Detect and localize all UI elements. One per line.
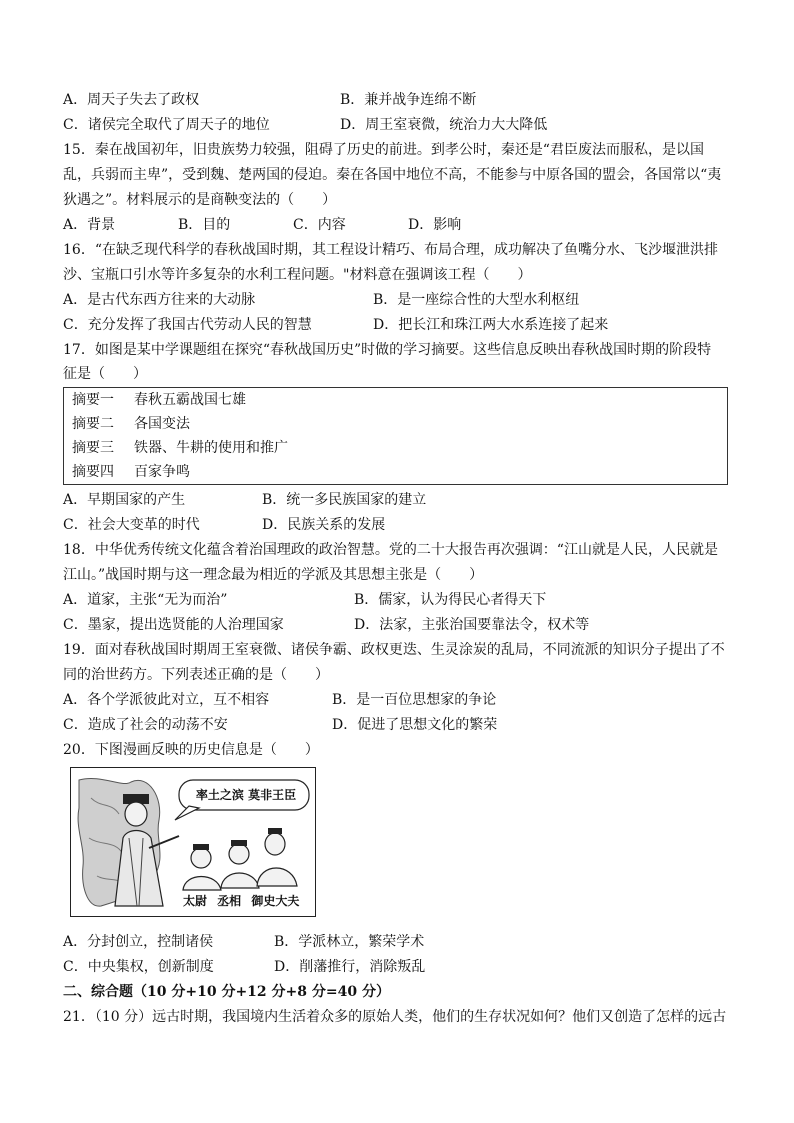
section-2-heading: 二、综合题（10 分+10 分+12 分+8 分=40 分） xyxy=(63,984,390,1000)
q16-stem-line-2: 沙、宝瓶口引水等许多复杂的水利工程问题。"材料意在强调该工程（ ） xyxy=(63,267,532,283)
q17-option-a: A．早期国家的产生 xyxy=(63,492,186,508)
q17-stem-line-1: 17．如图是某中学课题组在探究“春秋战国历史”时做的学习摘要。这些信息反映出春秋战国时期的阶段特 xyxy=(63,342,712,358)
cartoon-caption-title: 率土之滨 莫非王臣 xyxy=(195,788,297,802)
q15-stem-line-1: 15．秦在战国初年，旧贵族势力较强，阻碍了历史的前进。到孝公时，秦还是“君臣废法而服私，是以国 xyxy=(63,142,704,158)
q20-option-d: D．削藩推行，消除叛乱 xyxy=(274,959,426,975)
q16-option-c: C．充分发挥了我国古代劳动人民的智慧 xyxy=(63,317,312,333)
summary-key: 摘要四 xyxy=(72,464,114,480)
q19-stem-line-2: 同的治世药方。下列表述正确的是（ ） xyxy=(63,667,329,683)
q17-option-b: B．统一多民族国家的建立 xyxy=(262,492,427,508)
summary-value: 百家争鸣 xyxy=(134,464,190,480)
q19-option-a: A．各个学派彼此对立，互不相容 xyxy=(63,692,270,708)
q16-stem-line-1: 16．“在缺乏现代科学的春秋战国时期，其工程设计精巧、布局合理，成功解决了鱼嘴分水、飞沙堰泄洪排 xyxy=(63,242,718,258)
q15-option-d: D．影响 xyxy=(408,217,462,233)
summary-value: 铁器、牛耕的使用和推广 xyxy=(134,440,288,456)
q14-option-c: C．诸侯完全取代了周天子的地位 xyxy=(63,117,270,133)
summary-value: 各国变法 xyxy=(134,416,190,432)
q17-option-d: D．民族关系的发展 xyxy=(262,517,386,533)
q18-stem-line-1: 18．中华优秀传统文化蕴含着治国理政的政治智慧。党的二十大报告再次强调：“江山就是人民，人民就是 xyxy=(63,542,718,558)
q20-option-c: C．中央集权，创新制度 xyxy=(63,959,214,975)
q19-option-d: D．促进了思想文化的繁荣 xyxy=(332,717,498,733)
q15-stem-line-2: 乱，兵弱而主卑”，受到魏、楚两国的侵迫。秦在各国中地位不高，不能参与中原各国的盟会，各国常以“夷 xyxy=(63,167,722,183)
q21-stem-line-1: 21．（10 分）远古时期，我国境内生活着众多的原始人类，他们的生存状况如何？他们又创造了怎样的远古 xyxy=(63,1009,727,1025)
summary-row xyxy=(72,438,288,458)
q20-stem: 20．下图漫画反映的历史信息是（ ） xyxy=(63,742,319,758)
q18-option-b: B．儒家，认为得民心者得天下 xyxy=(354,592,547,608)
summary-row xyxy=(72,390,246,410)
q18-option-a: A．道家，主张“无为而治” xyxy=(63,592,228,608)
summary-key: 摘要一 xyxy=(72,392,114,408)
cartoon-caption-names: 太尉 丞相 御史大夫 xyxy=(183,894,300,908)
q16-option-d: D．把长江和珠江两大水系连接了起来 xyxy=(373,317,609,333)
q19-option-b: B．是一百位思想家的争论 xyxy=(332,692,497,708)
q15-stem-line-3: 狄遇之”。材料展示的是商鞅变法的（ ） xyxy=(63,192,337,208)
summary-row xyxy=(72,462,190,482)
summary-key: 摘要三 xyxy=(72,440,114,456)
summary-value: 春秋五霸战国七雄 xyxy=(134,392,246,408)
q18-stem-line-2: 江山。”战国时期与这一理念最为相近的学派及其思想主张是（ ） xyxy=(63,567,484,583)
summary-row xyxy=(72,414,190,434)
q19-option-c: C．造成了社会的动荡不安 xyxy=(63,717,228,733)
q15-option-a: A．背景 xyxy=(63,217,116,233)
summary-table xyxy=(63,387,728,485)
q20-option-b: B．学派林立，繁荣学术 xyxy=(274,934,425,950)
q15-option-b: B．目的 xyxy=(178,217,231,233)
q14-option-b: B．兼并战争连绵不断 xyxy=(340,92,477,108)
summary-key: 摘要二 xyxy=(72,416,114,432)
q15-option-c: C．内容 xyxy=(293,217,346,233)
q17-option-c: C．社会大变革的时代 xyxy=(63,517,200,533)
q14-option-a: A．周天子失去了政权 xyxy=(63,92,200,108)
q16-option-a: A．是古代东西方往来的大动脉 xyxy=(63,292,256,308)
q17-stem-line-2: 征是（ ） xyxy=(63,366,147,382)
q18-option-d: D．法家，主张治国要靠法令，权术等 xyxy=(354,617,590,633)
q18-option-c: C．墨家，提出选贤能的人治理国家 xyxy=(63,617,284,633)
q20-option-a: A．分封创立，控制诸侯 xyxy=(63,934,214,950)
q14-option-d: D．周王室衰微，统治力大大降低 xyxy=(340,117,548,133)
q19-stem-line-1: 19．面对春秋战国时期周王室衰微、诸侯争霸、政权更迭、生灵涂炭的乱局，不同流派的知识分子提出了不 xyxy=(63,642,725,658)
cartoon-image xyxy=(70,767,316,917)
q16-option-b: B．是一座综合性的大型水利枢纽 xyxy=(373,292,580,308)
